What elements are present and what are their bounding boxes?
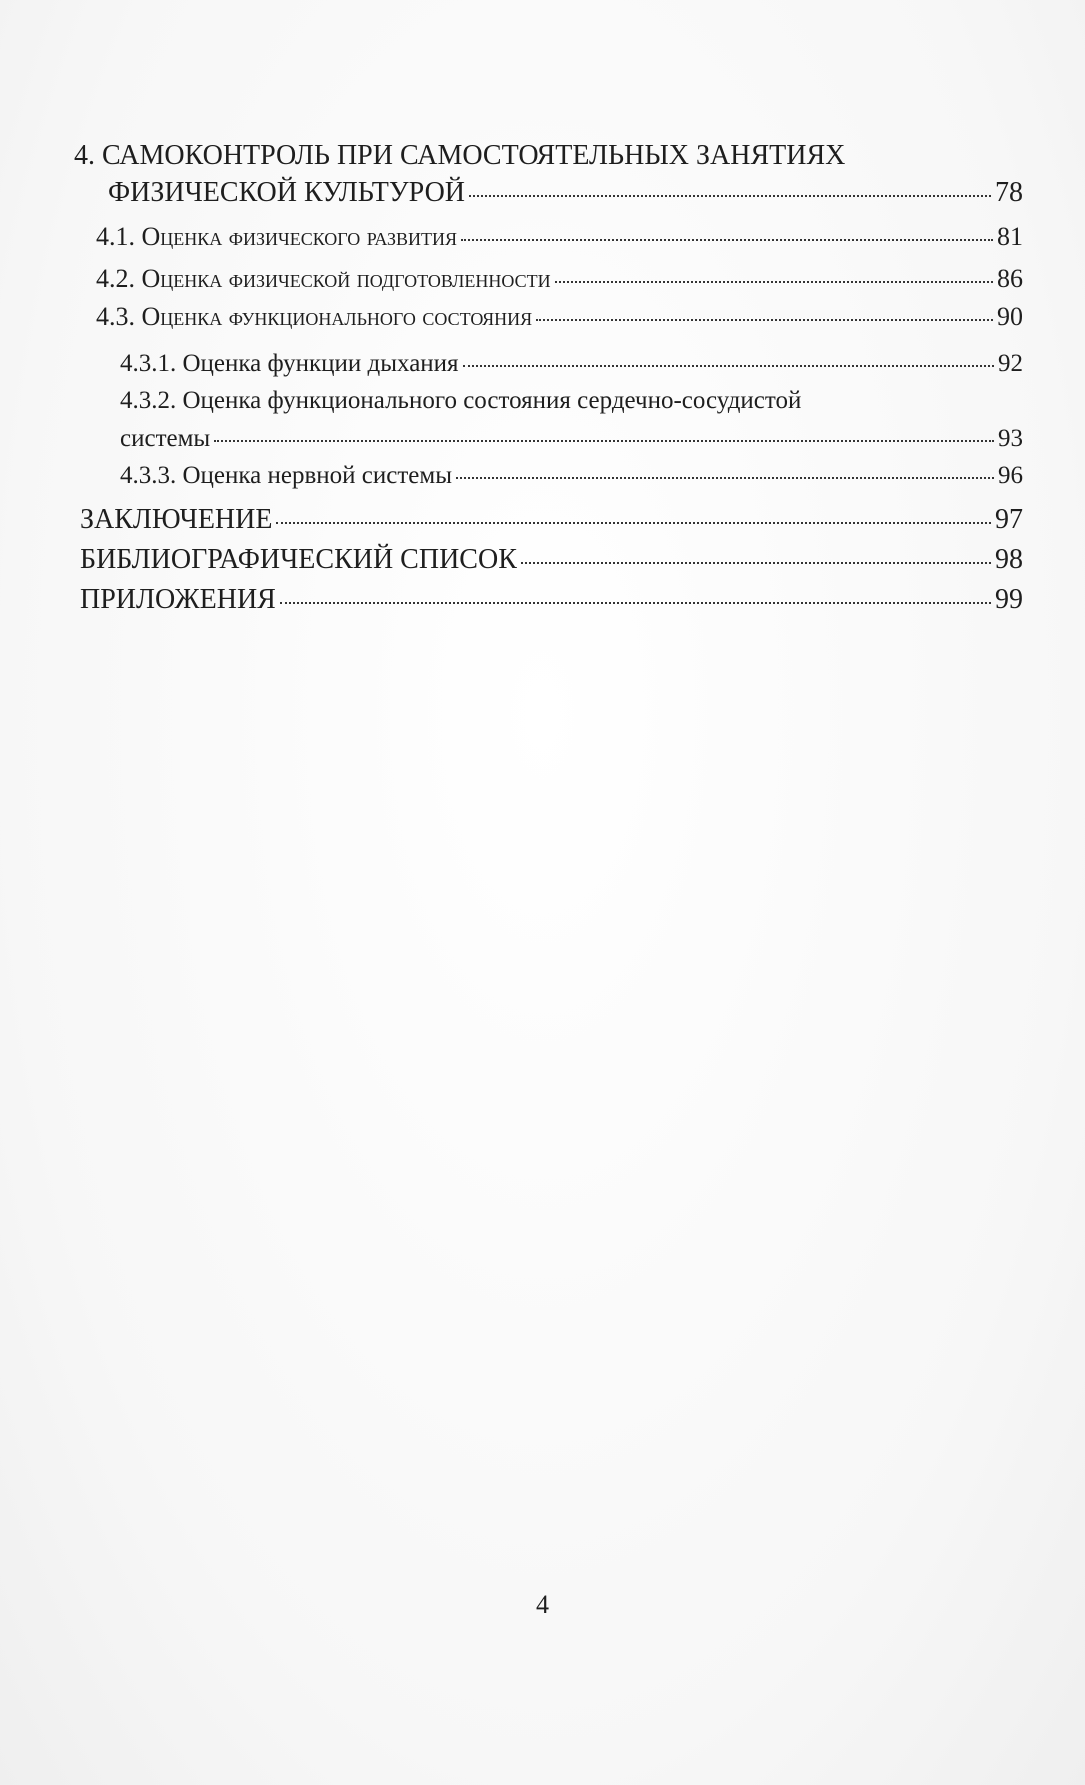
- toc-entry-section-4-title-line1: [74, 140, 845, 172]
- toc-page-number: 81: [997, 222, 1023, 251]
- toc-entry-text: 4.3.2. Оценка функционального состояния сердечно-сосудистой: [120, 387, 802, 414]
- page-number: 4: [536, 1590, 549, 1619]
- toc-entry-text: 4.3.1. Оценка функции дыхания: [120, 350, 459, 377]
- dot-leader: [461, 239, 993, 241]
- dot-leader: [280, 602, 991, 604]
- toc-entry-4-1: [96, 222, 1023, 252]
- toc-page-number: 92: [998, 350, 1023, 377]
- toc-entry-4-3: [96, 302, 1023, 332]
- toc-page-number: 99: [995, 584, 1023, 615]
- toc-page-number: 93: [998, 425, 1023, 452]
- toc-entry-appendices: [80, 584, 1023, 616]
- dot-leader: [536, 319, 993, 321]
- dot-leader: [276, 522, 991, 524]
- dot-leader: [463, 365, 994, 367]
- toc-entry-text: 4.1. Оценка физического развития: [96, 222, 458, 251]
- toc-entry-4-3-2-line1: [120, 387, 801, 415]
- dot-leader: [521, 562, 991, 564]
- toc-entry-text: БИБЛИОГРАФИЧЕСКИЙ СПИСОК: [80, 544, 517, 575]
- toc-entry-4-3-1: [120, 350, 1023, 378]
- toc-entry-text: ЗАКЛЮЧЕНИЕ: [80, 504, 273, 535]
- toc-entry-bibliography: [80, 544, 1023, 576]
- toc-entry-text: 4.2. Оценка физической подготовленности: [96, 264, 551, 293]
- toc-entry-section-4: [108, 177, 1023, 209]
- toc-entry-text: 4. САМОКОНТРОЛЬ ПРИ САМОСТОЯТЕЛЬНЫХ ЗАНЯТИЯХ: [74, 140, 846, 171]
- dot-leader: [456, 477, 994, 479]
- toc-entry-4-2: [96, 264, 1023, 294]
- dot-leader: [214, 440, 994, 442]
- toc-entry-text: 4.3.3. Оценка нервной системы: [120, 462, 453, 489]
- toc-entry-4-3-3: [120, 462, 1023, 490]
- toc-entry-text: ФИЗИЧЕСКОЙ КУЛЬТУРОЙ: [108, 177, 466, 208]
- toc-page-number: 90: [997, 302, 1023, 331]
- toc-page-number: 86: [997, 264, 1023, 293]
- dot-leader: [469, 195, 991, 197]
- toc-entry-conclusion: [80, 504, 1023, 536]
- toc-entry-4-3-2: [120, 425, 1023, 453]
- toc-entry-text: ПРИЛОЖЕНИЯ: [80, 584, 276, 615]
- toc-page-number: 97: [995, 504, 1023, 535]
- toc-entry-text: системы: [120, 425, 211, 452]
- dot-leader: [555, 281, 993, 283]
- toc-entry-text: 4.3. Оценка функционального состояния: [96, 302, 533, 331]
- toc-page-number: 98: [995, 544, 1023, 575]
- toc-page-number: 96: [998, 462, 1023, 489]
- toc-page-number: 78: [995, 177, 1023, 208]
